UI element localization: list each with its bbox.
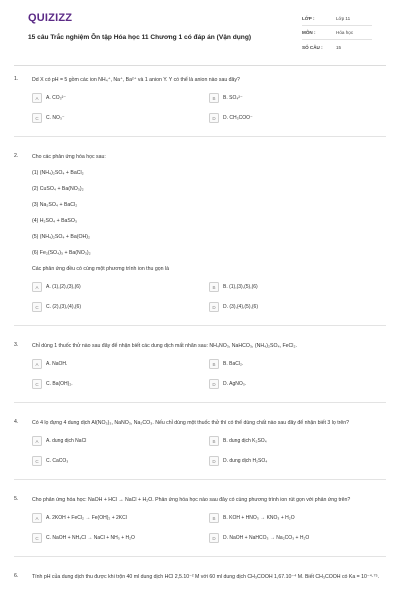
answer-options [32,512,386,552]
question-6 [14,573,386,581]
answer-option-b[interactable] [209,358,386,370]
option-text: B. KOH + HNO₃ → KNO₃ + H₂O [223,515,295,521]
question-number: 6. [14,573,19,579]
option-text: C. Ba(OH)₂. [46,381,73,387]
question-3 [14,342,386,403]
question-number: 1. [14,76,19,82]
option-text: A. dung dịch NaCl [46,438,87,444]
option-letter-badge: D [209,456,219,466]
question-text: Chỉ dùng 1 thuốc thử nào sau đây để nhận biết các dung dịch mất nhãn sau: NH₄NO₃, NaHCO₃, (NH₄)₂SO₄, FeCl₂. [32,343,297,349]
answer-option-d[interactable] [209,112,386,124]
question-number: 5. [14,496,19,502]
question-2 [14,153,386,326]
option-letter-badge: D [209,533,219,543]
question-statement: (3) Na₂SO₄ + BaCl₂ [32,202,78,208]
meta-row [302,12,372,26]
header [14,0,386,66]
meta-key: SỐ CÂU : [302,44,323,50]
meta-row [302,40,372,54]
option-text: C. NO₃⁻ [46,115,65,121]
answer-options [32,92,386,132]
option-letter-badge: C [32,456,42,466]
option-letter-badge: B [209,93,219,103]
question-number: 3. [14,342,19,348]
option-letter-badge: C [32,113,42,123]
answer-option-c[interactable] [32,532,209,544]
answer-option-c[interactable] [32,112,209,124]
option-letter-badge: C [32,302,42,312]
option-letter-badge: A [32,282,42,292]
answer-options [32,281,386,321]
option-letter-badge: A [32,513,42,523]
question-4 [14,419,386,480]
option-text: D. AgNO₃. [223,381,247,387]
question-statement: (2) CuSO₄ + Ba(NO₃)₂ [32,186,84,192]
question-1 [14,76,386,137]
option-letter-badge: C [32,533,42,543]
answer-option-a[interactable] [32,358,209,370]
question-statement: (6) Fe₂(SO₄)₃ + Ba(NO₃)₂ [32,250,91,256]
option-text: B. SO₄²⁻ [223,95,243,101]
question-text: Tính pH của dung dịch thu được khi trộn 40 ml dung dịch HCl 2,5.10⁻² M với 60 ml dung dịch CH₃COOH 1,67.10⁻⁴ M. Biết CH₃COOH có Ka = 10⁻⁴·⁷⁵. [32,574,380,580]
option-text: B. (1),(3),(5),(6) [223,284,258,290]
question-5 [14,496,386,557]
answer-option-d[interactable] [209,455,386,467]
answer-option-c[interactable] [32,378,209,390]
option-text: C. NaOH + NH₄Cl → NaCl + NH₃ + H₂O [46,535,135,541]
option-letter-badge: D [209,113,219,123]
meta-key: LỚP : [302,16,315,21]
question-text: Có 4 lọ đựng 4 dung dịch Al(NO₃)₃, NaNO₃, Na₂CO₃. Nếu chỉ dùng một thuốc thử thì có thể dùng chất nào sau đây để nhận biết 3 lọ trên? [32,420,350,426]
question-text: Cho các phản ứng hóa học sau: [32,154,106,160]
option-text: D. CH₃COO⁻ [223,115,253,121]
question-statement: Các phản ứng đều có cùng một phương trình ion thu gọn là [32,266,169,272]
option-letter-badge: A [32,359,42,369]
option-text: A. NaOH. [46,361,68,367]
answer-option-b[interactable] [209,92,386,104]
meta-row [302,26,372,40]
option-letter-badge: B [209,359,219,369]
answer-option-b[interactable] [209,512,386,524]
option-letter-badge: C [32,379,42,389]
answer-option-a[interactable] [32,512,209,524]
meta-value: 15 [336,44,342,50]
question-number: 2. [14,153,19,159]
answer-options [32,358,386,398]
answer-option-d[interactable] [209,301,386,313]
option-letter-badge: D [209,302,219,312]
question-statement: (5) (NH₄)₂SO₄ + Ba(OH)₂ [32,234,90,240]
option-text: C. CaCO₃ [46,458,69,464]
option-letter-badge: A [32,436,42,446]
answer-option-b[interactable] [209,435,386,447]
answer-options [32,435,386,475]
question-number: 4. [14,419,19,425]
option-text: A. 2KOH + FeCl₂ → Fe(OH)₂ + 2KCl [46,515,127,521]
option-text: A. CO₃²⁻ [46,95,66,101]
answer-option-a[interactable] [32,435,209,447]
meta-key: MÔN : [302,30,316,35]
answer-option-a[interactable] [32,281,209,293]
answer-option-d[interactable] [209,532,386,544]
option-text: B. BaCl₂. [223,361,244,367]
question-statement: (1) (NH₄)₂SO₄ + BaCl₂ [32,170,84,176]
quizizz-logo[interactable]: QUIZIZZ [28,12,73,24]
option-letter-badge: D [209,379,219,389]
option-letter-badge: B [209,436,219,446]
answer-option-c[interactable] [32,455,209,467]
document-title: 15 câu Trắc nghiệm Ôn tập Hóa học 11 Chương 1 có đáp án (Vận dụng) [28,34,252,41]
question-text: Cho phản ứng hóa học: NaOH + HCl → NaCl + H₂O. Phản ứng hóa học nào sau đây có cùng phương trình ion rút gọn với phản ứng trên? [32,497,351,503]
option-text: C. (2),(3),(4),(6) [46,304,81,310]
question-text: Dd X có pH = 5 gồm các ion NH₄⁺, Na⁺, Ba²⁺ và 1 anion Y. Y có thể là anion nào sau đây? [32,77,240,83]
option-letter-badge: B [209,513,219,523]
option-letter-badge: A [32,93,42,103]
option-letter-badge: B [209,282,219,292]
meta-value: Lớp 11 [336,16,351,21]
question-list [14,76,386,581]
option-text: D. (3),(4),(5),(6) [223,304,258,310]
answer-option-d[interactable] [209,378,386,390]
option-text: A. (1),(2),(3),(6) [46,284,81,290]
meta-value: Hóa học [336,30,354,35]
meta-table [302,12,372,54]
question-statement: (4) H₂SO₄ + BaSO₃ [32,218,78,224]
option-text: D. NaOH + NaHCO₃ → Na₂CO₃ + H₂O [223,535,310,541]
answer-option-a[interactable] [32,92,209,104]
option-text: B. dung dịch K₂SO₄ [223,438,267,444]
answer-option-b[interactable] [209,281,386,293]
answer-option-c[interactable] [32,301,209,313]
option-text: D. dung dịch H₂SO₄ [223,458,268,464]
